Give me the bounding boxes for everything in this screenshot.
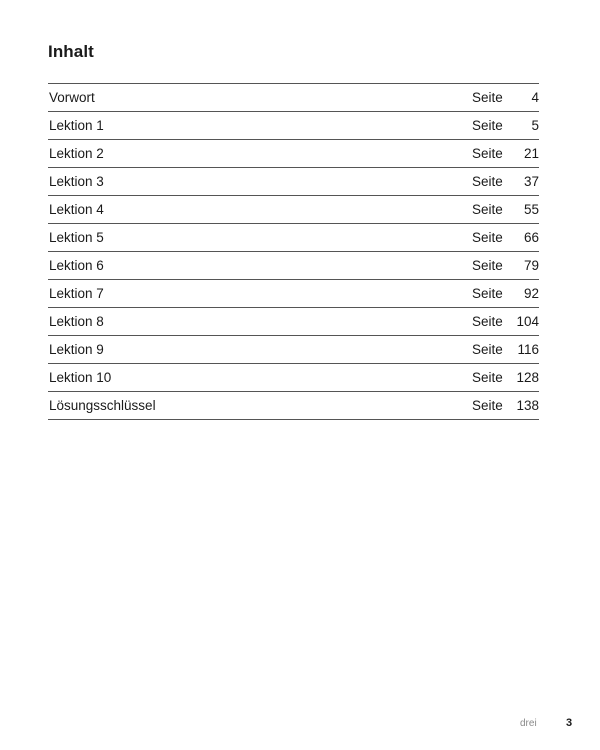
- toc-entry-title: Lektion 9: [49, 342, 104, 357]
- toc-page-number: 138: [516, 398, 539, 413]
- footer-page-word: drei: [520, 718, 537, 729]
- toc-seite-label: Seite: [472, 174, 503, 189]
- toc-entry-title: Lektion 2: [49, 146, 104, 161]
- toc-entry-title: Lektion 7: [49, 286, 104, 301]
- toc-entry-title: Lektion 6: [49, 258, 104, 273]
- toc-page-number: 21: [523, 146, 539, 161]
- toc-seite-label: Seite: [472, 230, 503, 245]
- toc-row-lektion-1: [48, 112, 539, 140]
- toc-entry-title: Vorwort: [49, 90, 95, 105]
- toc-page-number: 116: [517, 342, 539, 357]
- toc-row-lektion-6: [48, 252, 539, 280]
- toc-seite-label: Seite: [472, 202, 503, 217]
- toc-row-lektion-4: [48, 196, 539, 224]
- toc-page-number: 55: [523, 202, 539, 217]
- toc-seite-label: Seite: [472, 90, 503, 105]
- toc-seite-label: Seite: [472, 146, 503, 161]
- toc-page-number: 79: [523, 258, 539, 273]
- toc-entry-title: Lektion 1: [49, 118, 104, 133]
- toc-entry-title: Lektion 4: [49, 202, 104, 217]
- toc-entry-title: Lektion 5: [49, 230, 104, 245]
- toc-row-lektion-9: [48, 336, 539, 364]
- page-title: Inhalt: [48, 42, 94, 61]
- toc-row-loesungsschluessel: [48, 392, 539, 420]
- toc-row-lektion-8: [48, 308, 539, 336]
- toc-seite-label: Seite: [472, 398, 503, 413]
- toc-page-number: 92: [523, 286, 539, 301]
- toc-entry-title: Lektion 10: [49, 370, 112, 385]
- toc-page-number: 104: [516, 314, 539, 329]
- toc-seite-label: Seite: [472, 342, 503, 357]
- toc-row-lektion-2: [48, 140, 539, 168]
- toc-seite-label: Seite: [472, 118, 503, 133]
- toc-entry-title: Lösungsschlüssel: [49, 398, 156, 413]
- toc-entry-title: Lektion 8: [49, 314, 104, 329]
- toc-page-number: 37: [523, 174, 539, 189]
- toc-entry-title: Lektion 3: [49, 174, 104, 189]
- toc-row-lektion-7: [48, 280, 539, 308]
- toc-row-lektion-3: [48, 168, 539, 196]
- toc-seite-label: Seite: [472, 370, 503, 385]
- toc-row-lektion-5: [48, 224, 539, 252]
- toc-seite-label: Seite: [472, 258, 503, 273]
- toc-row-vorwort: [48, 84, 539, 112]
- toc-page-number: 5: [531, 118, 539, 133]
- toc-page-number: 128: [516, 370, 539, 385]
- toc-seite-label: Seite: [472, 286, 503, 301]
- footer-page-number: 3: [566, 717, 573, 729]
- toc-seite-label: Seite: [472, 314, 503, 329]
- toc-row-lektion-10: [48, 364, 539, 392]
- table-of-contents: [48, 83, 539, 420]
- toc-page-number: 4: [531, 90, 539, 105]
- toc-page-number: 66: [523, 230, 539, 245]
